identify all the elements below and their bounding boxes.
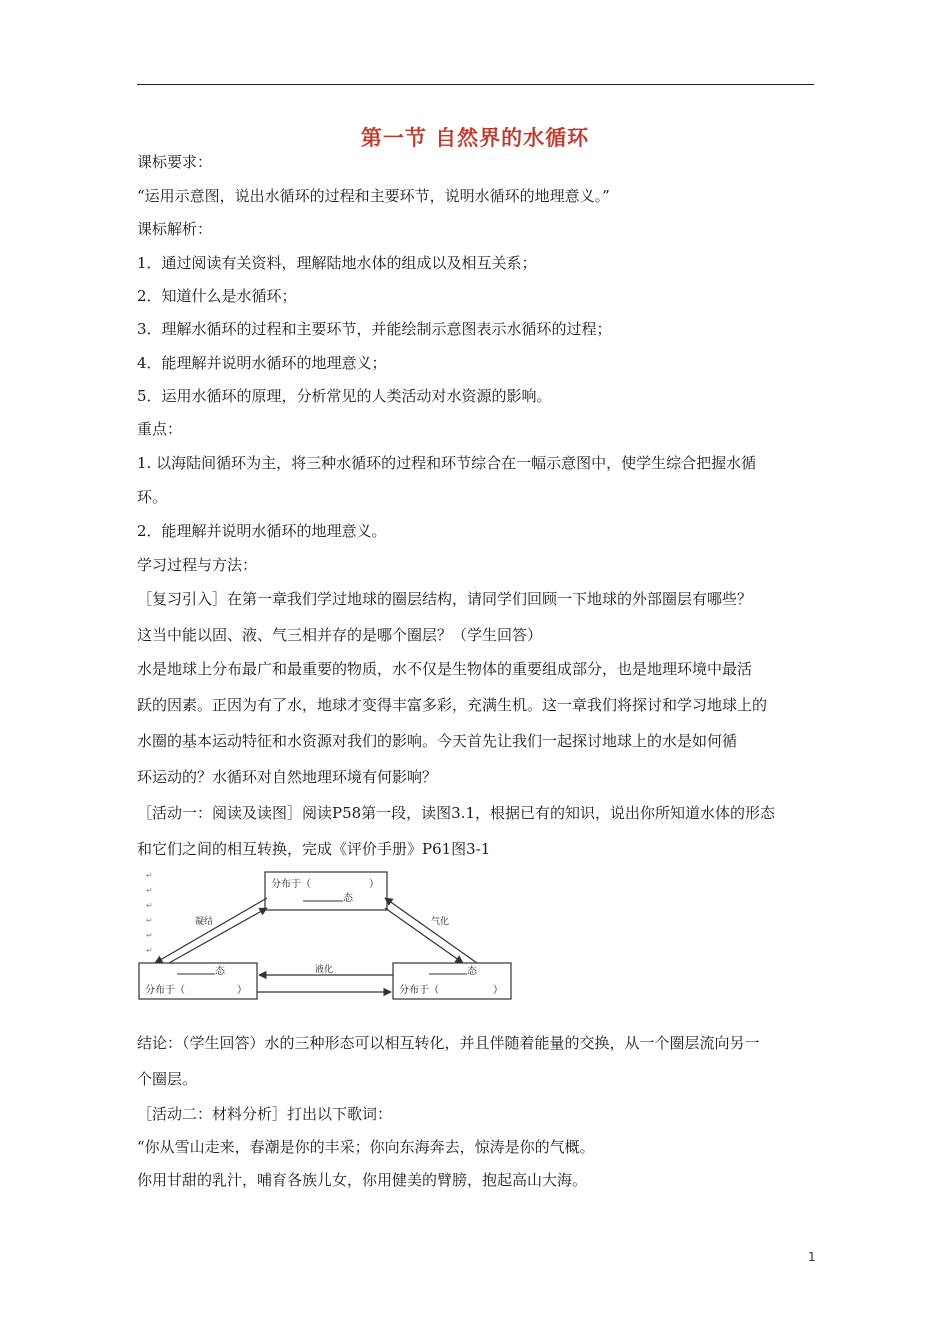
svg-text:↵: ↵ [146,916,153,925]
text-line: 重点： [137,420,183,438]
arrow-label-left: 凝结 [195,917,214,927]
box-left-label: 分布于（ [145,985,185,996]
arrow-right-to-top [385,898,477,963]
box-top-state: 态 [343,893,353,904]
box-right-paren: ） [493,985,503,996]
text-line: ［活动一：阅读及读图］阅读P58第一段，读图3.1，根据已有的知识，说出你所知道水体的形态 [137,804,776,822]
text-line: 3．理解水循环的过程和主要环节，并能绘制示意图表示水循环的过程； [137,320,612,338]
text-line: 和它们之间的相互转换，完成《评价手册》P61图3-1 [137,840,491,858]
box-left-paren: ） [237,985,247,996]
text-line: 2．能理解并说明水循环的地理意义。 [137,522,387,540]
arrow-label-bottom: 液化 [315,965,334,975]
text-line: 2．知道什么是水循环； [137,287,297,305]
text-line: 这当中能以固、液、气三相并存的是哪个圈层？（学生回答） [137,626,543,644]
text-line: 课标解析： [137,220,213,238]
arrow-left-to-top [169,908,267,963]
text-line: “你从雪山走来，春潮是你的丰采；你向东海奔去，惊涛是你的气概。 [137,1138,595,1156]
text-line: 结论：（学生回答）水的三种形态可以相互转化，并且伴随着能量的交换，从一个圈层流向另一 [137,1034,760,1052]
arrow-top-to-left [155,898,267,963]
text-line: 课标要求： [137,153,213,171]
box-left-state: 态 [215,966,225,977]
svg-text:↵: ↵ [146,871,153,880]
text-line: 水是地球上分布最广和最重要的物质，水不仅是生物体的重要组成部分，也是地理环境中最活 [137,660,753,678]
text-line: 水圈的基本运动特征和水资源对我们的影响。今天首先让我们一起探讨地球上的水是如何循 [137,732,738,750]
box-right-state: 态 [467,966,477,977]
text-line: 5．运用水循环的原理，分析常见的人类活动对水资源的影响。 [137,387,552,405]
text-line: 环运动的？水循环对自然地理环境有何影响？ [137,768,438,786]
text-line: ［复习引入］在第一章我们学过地球的圈层结构，请同学们回顾一下地球的外部圈层有哪些？ [137,590,753,608]
box-top [265,872,387,910]
text-line: “运用示意图，说出水循环的过程和主要环节，说明水循环的地理意义。” [137,187,610,205]
page-number: 1 [808,1250,816,1264]
text-line: 学习过程与方法： [137,556,258,574]
svg-text:↵: ↵ [146,901,153,910]
box-right-label: 分布于（ [399,985,439,996]
arrow-top-to-right [385,908,463,963]
text-line: 跃的因素。正因为有了水，地球才变得丰富多彩，充满生机。这一章我们将探讨和学习地球上的 [137,696,768,714]
svg-text:↵: ↵ [146,946,153,955]
text-line: 1．通过阅读有关资料，理解陆地水体的组成以及相互关系； [137,254,537,272]
header-rule [137,84,814,85]
text-line: ［活动二：材料分析］打出以下歌词： [137,1105,393,1123]
box-top-paren: ） [369,879,379,890]
text-line: 环。 [137,488,168,506]
svg-text:↵: ↵ [146,931,153,940]
text-line: 个圈层。 [137,1070,198,1088]
text-line: 4．能理解并说明水循环的地理意义； [137,354,387,372]
margin-marks [146,871,153,955]
arrow-label-right: 气化 [431,917,450,927]
text-line: 你用甘甜的乳汁，哺育各族儿女，你用健美的臂膀，抱起高山大海。 [137,1171,588,1189]
svg-text:↵: ↵ [146,886,153,895]
water-state-diagram [137,868,522,1004]
box-top-label: 分布于（ [271,879,311,890]
text-line: 1. 以海陆间循环为主，将三种水循环的过程和环节综合在一幅示意图中，使学生综合把握水循 [137,454,757,472]
page-title: 第一节 自然界的水循环 [360,125,590,150]
